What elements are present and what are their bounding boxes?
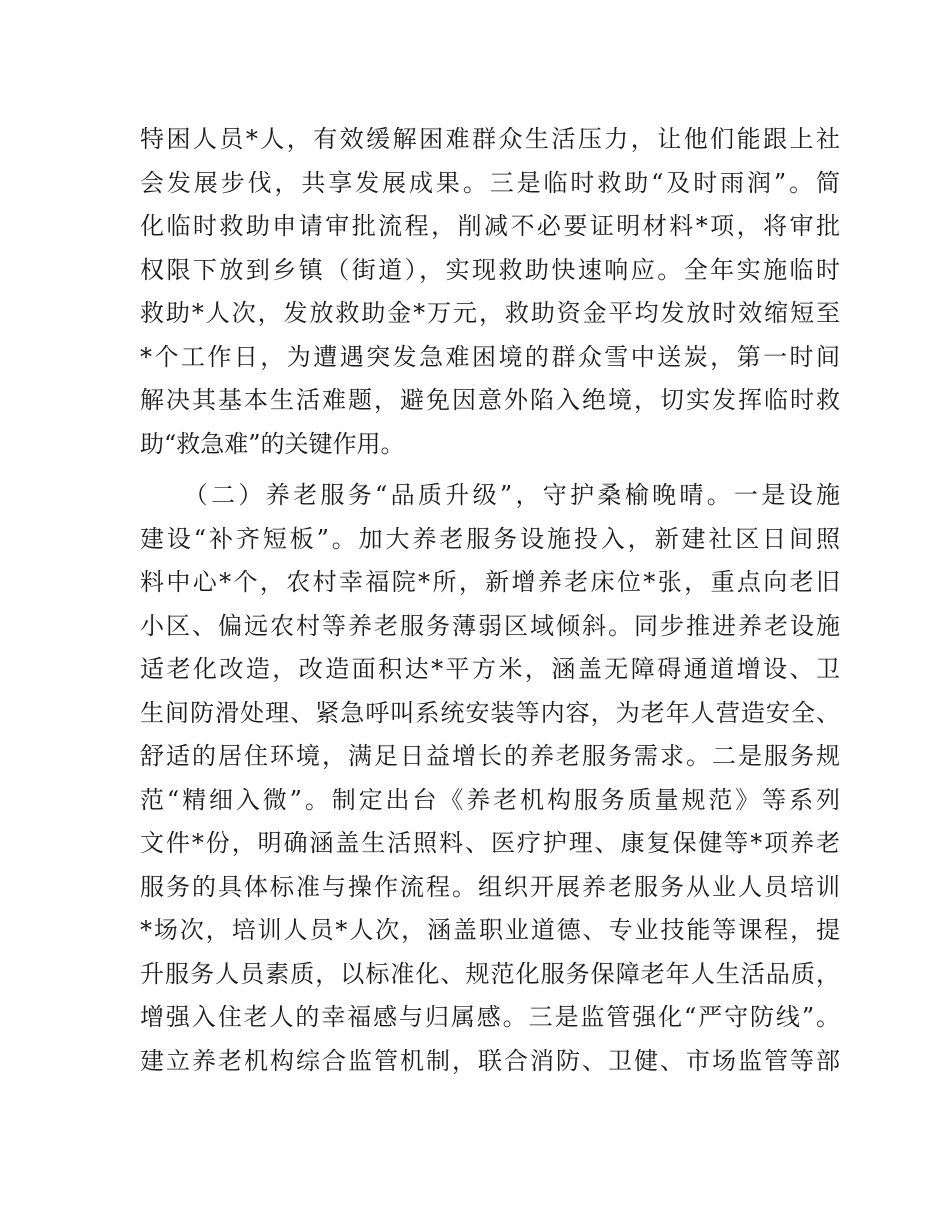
text-line: 料中心*个，农村幸福院*所，新增养老床位*张，重点向老旧 [140,568,840,596]
text-line: *场次，培训人员*人次，涵盖职业道德、专业技能等课程，提 [140,916,840,944]
text-line: 解决其基本生活难题，避免因意外陷入绝境，切实发挥临时救 [140,386,840,414]
text-line: 服务的具体标准与操作流程。组织开展养老服务从业人员培训 [140,872,840,901]
text-line: 会发展步伐，共享发展成果。三是临时救助“及时雨润”。简 [140,168,840,197]
section-heading-line: （二）养老服务“品质升级”，守护桑榆晚晴。一是设施 [140,481,840,509]
text-line: 助“救急难”的关键作用。 [140,429,405,458]
text-line: 升服务人员素质，以标准化、规范化服务保障老年人生活品质， [140,959,840,988]
text-line: 范“精细入微”。制定出台《养老机构服务质量规范》等系列 [140,785,840,814]
text-line: 舒适的居住环境，满足日益增长的养老服务需求。二是服务规 [140,742,840,770]
text-line: 建设“补齐短板”。加大养老服务设施投入，新建社区日间照 [140,524,840,553]
text-line: 建立养老机构综合监管机制，联合消防、卫健、市场监管等部 [140,1046,840,1075]
text-line: 权限下放到乡镇（街道），实现救助快速响应。全年实施临时 [140,255,840,284]
text-line: 适老化改造，改造面积达*平方米，涵盖无障碍通道增设、卫 [140,655,840,683]
text-line: 文件*份，明确涵盖生活照料、医疗护理、康复保健等*项养老 [140,829,840,857]
text-line: 救助*人次，发放救助金*万元，救助资金平均发放时效缩短至 [140,299,840,327]
text-line: 增强入住老人的幸福感与归属感。三是监管强化“严守防线”。 [140,1003,840,1031]
text-line: 生间防滑处理、紧急呼叫系统安装等内容，为老年人营造安全、 [140,698,840,727]
paragraph-social-assistance [140,118,840,466]
text-line: *个工作日，为遭遇突发急难困境的群众雪中送炭，第一时间 [140,342,840,371]
text-line: 小区、偏远农村等养老服务薄弱区域倾斜。同步推进养老设施 [140,611,840,640]
text-line: 化临时救助申请审批流程，削减不必要证明材料*项，将审批 [140,212,840,240]
text-line: 特困人员*人，有效缓解困难群众生活压力，让他们能跟上社 [140,125,840,153]
paragraph-elderly-care [140,474,840,1083]
